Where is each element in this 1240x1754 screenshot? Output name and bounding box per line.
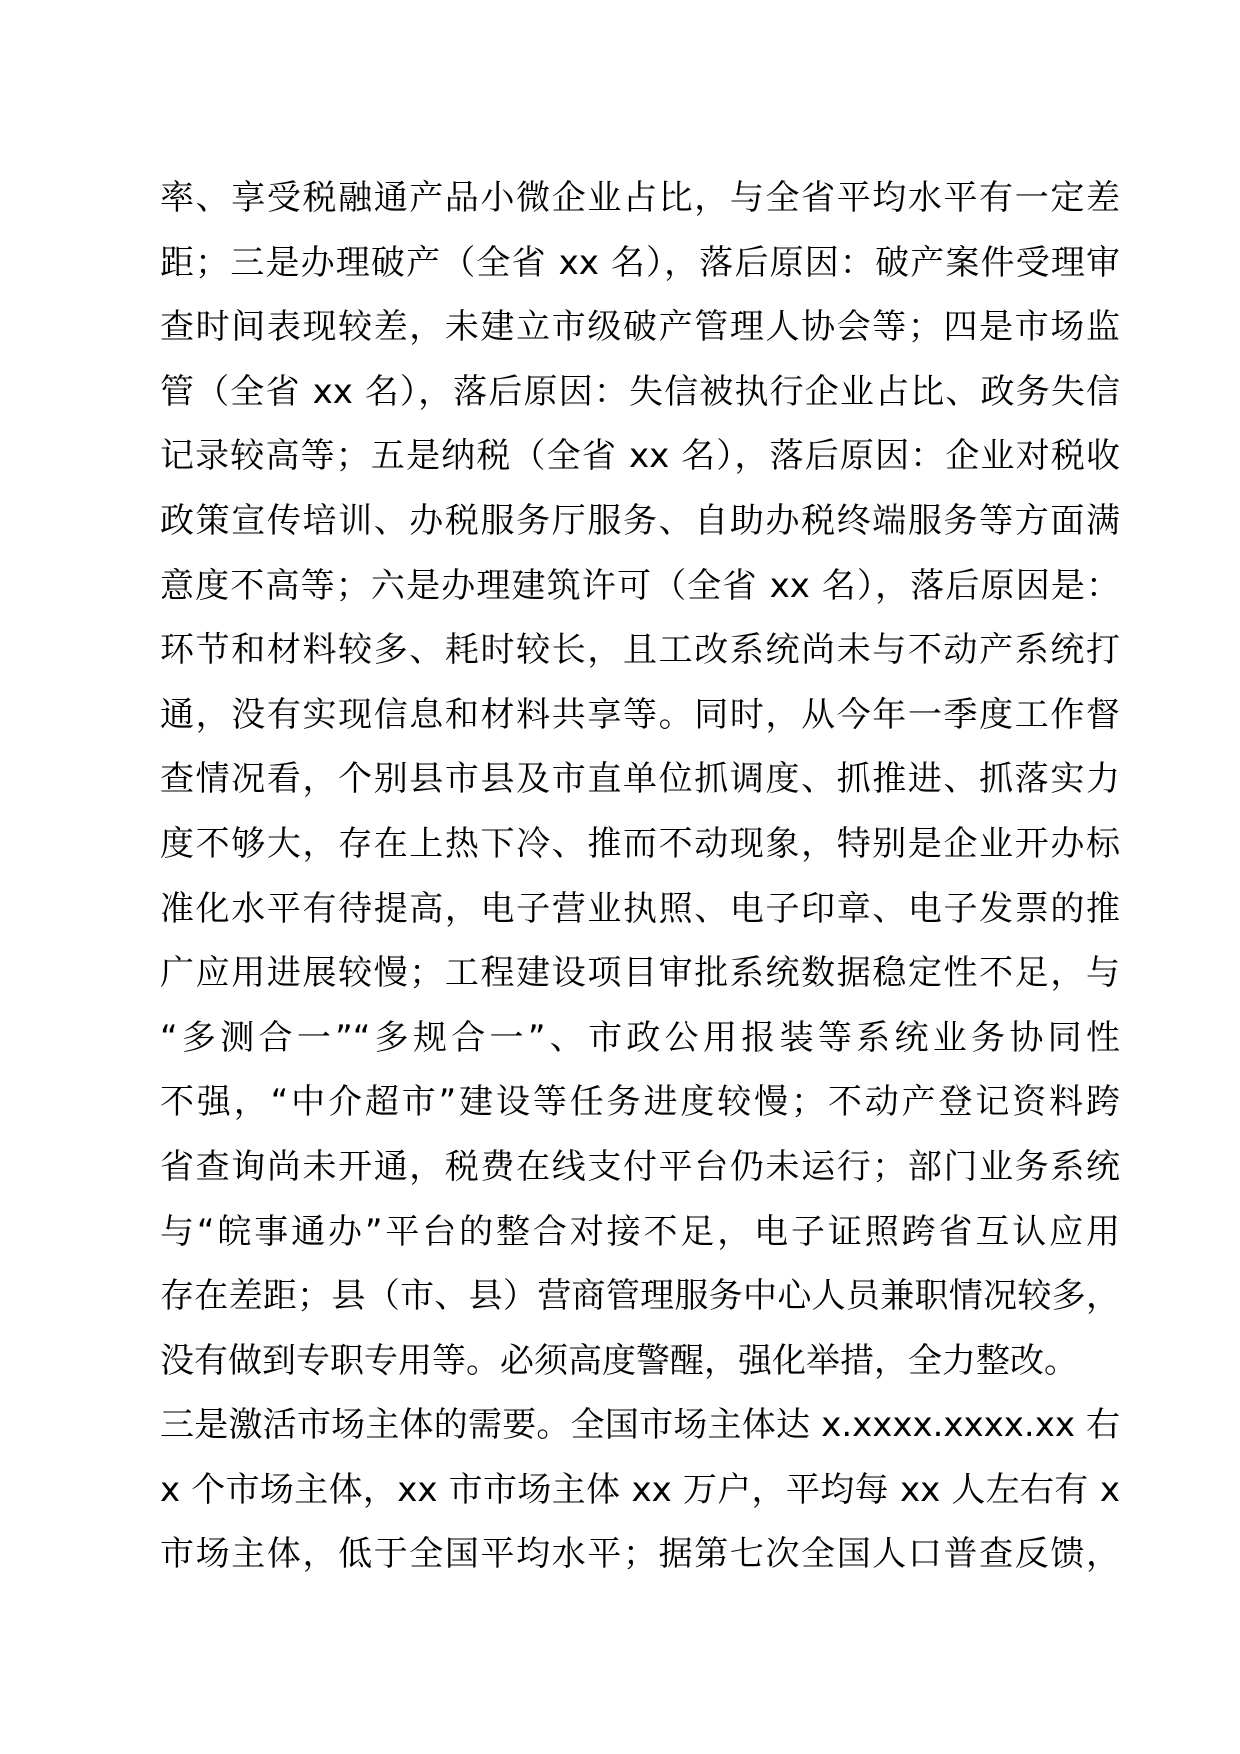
text-line-16: 省查询尚未开通，税费在线支付平台仍未运行；部门业务系统 <box>160 1146 1120 1187</box>
text-line-21: x 个市场主体，xx 市市场主体 xx 万户，平均每 xx 人左右有 x <box>160 1469 1120 1510</box>
text-line-12: 准化水平有待提高，电子营业执照、电子印章、电子发票的推 <box>160 888 1120 929</box>
text-line-2: 距；三是办理破产（全省 xx 名），落后原因：破产案件受理审 <box>160 242 1120 283</box>
text-line-9: 通，没有实现信息和材料共享等。同时，从今年一季度工作督 <box>160 694 1120 735</box>
body-text <box>160 166 1120 1587</box>
text-line-5: 记录较高等；五是纳税（全省 xx 名），落后原因：企业对税收 <box>160 436 1120 477</box>
text-line-6: 政策宣传培训、办税服务厅服务、自助办税终端服务等方面满 <box>160 500 1120 541</box>
text-line-15: 不强，“中介超市”建设等任务进度较慢；不动产登记资料跨 <box>160 1082 1120 1123</box>
text-line-1: 率、享受税融通产品小微企业占比，与全省平均水平有一定差 <box>160 178 1120 218</box>
text-line-20: 三是激活市场主体的需要。全国市场主体达 x.xxxx.xxxx.xx 右 <box>160 1405 1120 1446</box>
text-line-3: 查时间表现较差，未建立市级破产管理人协会等；四是市场监 <box>160 307 1120 348</box>
text-line-11: 度不够大，存在上热下冷、推而不动现象，特别是企业开办标 <box>160 823 1120 864</box>
text-line-19: 没有做到专职专用等。必须高度警醒，强化举措，全力整改。 <box>160 1340 1078 1381</box>
text-line-13: 广应用进展较慢；工程建设项目审批系统数据稳定性不足，与 <box>160 953 1120 994</box>
text-line-4: 管（全省 xx 名），落后原因：失信被执行企业占比、政务失信 <box>160 371 1120 412</box>
text-line-10: 查情况看，个别县市县及市直单位抓调度、抓推进、抓落实力 <box>160 759 1120 800</box>
text-line-8: 环节和材料较多、耗时较长，且工改系统尚未与不动产系统打 <box>160 630 1120 671</box>
text-line-17: 与“皖事通办”平台的整合对接不足，电子证照跨省互认应用 <box>160 1211 1120 1252</box>
text-line-7: 意度不高等；六是办理建筑许可（全省 xx 名），落后原因是： <box>160 565 1120 606</box>
text-line-18: 存在差距；县（市、县）营商管理服务中心人员兼职情况较多， <box>160 1276 1120 1317</box>
text-line-14: “多测合一”“多规合一”、市政公用报装等系统业务协同性 <box>160 1017 1120 1058</box>
text-line-22: 市场主体，低于全国平均水平；据第七次全国人口普查反馈， <box>160 1534 1120 1575</box>
